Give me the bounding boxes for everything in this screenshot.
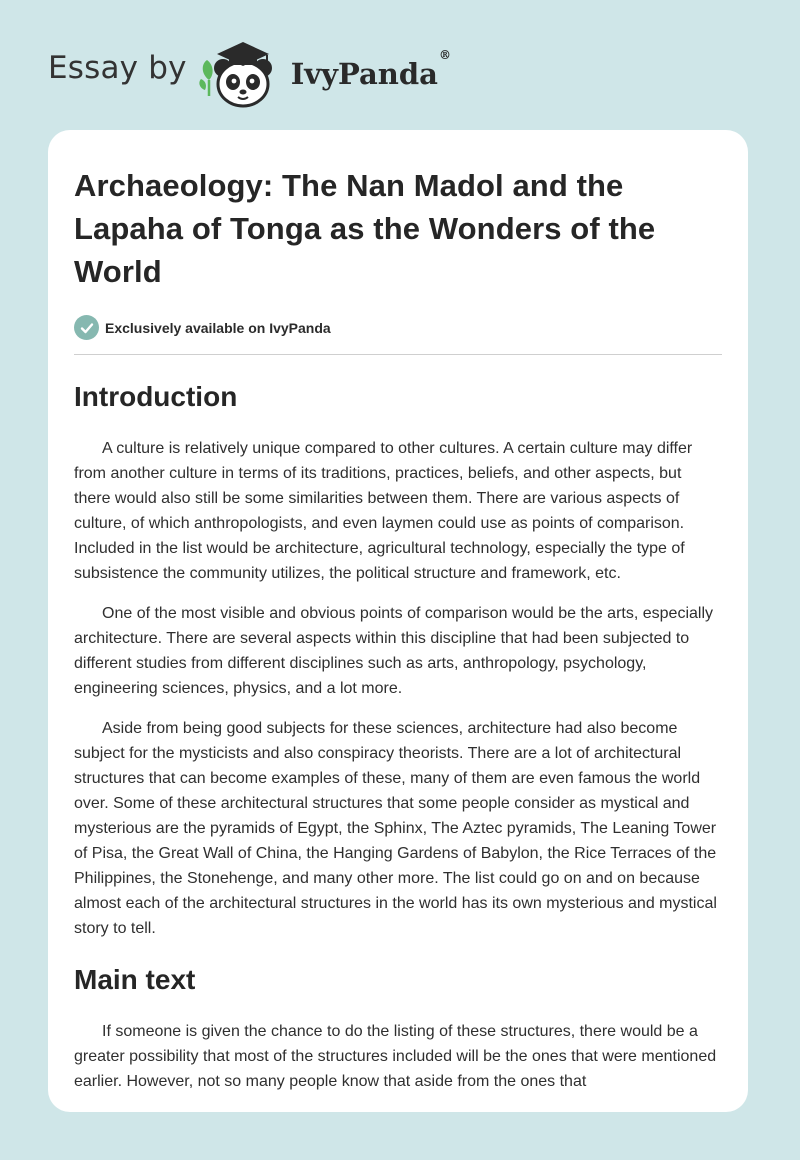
availability-badge <box>74 315 722 340</box>
page-title: Archaeology: The Nan Madol and the Lapaha of Tonga as the Wonders of the World <box>74 168 656 289</box>
essay-card <box>48 130 748 1112</box>
essay-by-label: Essay by <box>48 50 187 86</box>
brand-name[interactable]: IvyPanda® <box>290 48 451 91</box>
registered-mark: ® <box>438 48 451 63</box>
paragraph: If someone is given the chance to do the listing of these structures, there would be a greater possibility that most of the structures included will be the ones that were mentioned earlier. However, not so many people know that aside from the ones that <box>74 1023 717 1090</box>
divider <box>74 354 722 355</box>
paragraph: A culture is relatively unique compared to other cultures. A certain culture may differ from another culture in terms of its traditions, practices, beliefs, and other aspects, but there would also still be some similarities between them. There are various aspects of culture, of which anthropologists, and even laymen could use as points of comparison. Included in the list would be architecture, agricultural technology, especially the type of subsistence the community utilizes, the political structure and framework, etc. <box>74 440 693 582</box>
section-heading-introduction: Introduction <box>74 381 238 412</box>
site-header <box>48 34 451 110</box>
panda-graduate-icon[interactable] <box>197 34 287 110</box>
section-heading-main-text: Main text <box>74 964 196 995</box>
badge-label: Exclusively available on IvyPanda <box>105 319 331 336</box>
checkmark-icon <box>74 315 99 340</box>
paragraph: One of the most visible and obvious points of comparison would be the arts, especially architecture. There are several aspects within this discipline that had been subjected to different studies from different disciplines such as arts, anthropology, psychology, engineering sciences, physics, and a lot more. <box>74 605 713 697</box>
paragraph: Aside from being good subjects for these sciences, architecture had also become subject for the mysticists and also conspiracy theorists. There are a lot of architectural structures that can become examples of these, many of them are even famous the world over. Some of these architectural structures that some people consider as mystical and mysterious are the pyramids of Egypt, the Sphinx, The Aztec pyramids, The Leaning Tower of Pisa, the Great Wall of China, the Hanging Gardens of Babylon, the Rice Terraces of the Philippines, the Stonehenge, and many other more. The list could go on and on because almost each of the architectural structures in the world has its own mysterious and mystical story to tell. <box>74 720 717 937</box>
